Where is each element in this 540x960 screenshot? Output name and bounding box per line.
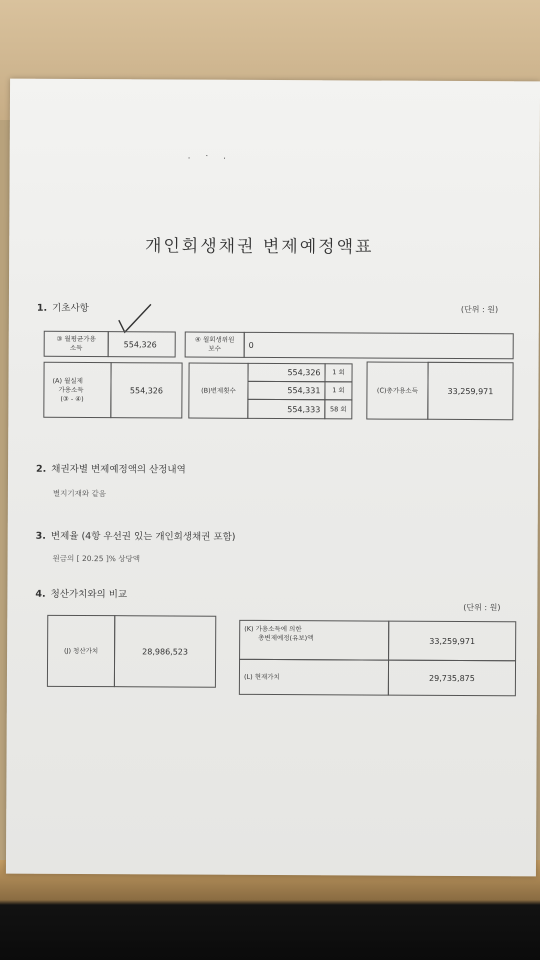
b-row-1-amount: 554,326 — [248, 363, 326, 382]
monthly-income-label: ③ 월평균가용 소득 — [44, 331, 109, 357]
section4-unit: (단위 : 원) — [463, 602, 501, 613]
section2-note: 별지기재와 같음 — [52, 488, 107, 499]
k-value: 33,259,971 — [388, 621, 516, 662]
trustee-fee-value: 0 — [244, 332, 514, 359]
c-value: 33,259,971 — [427, 362, 513, 420]
section4-heading: 4. 청산가치와의 비교 — [35, 588, 128, 601]
l-label: (L) 현재가치 — [239, 659, 389, 696]
b-row-3-amount: 554,333 — [247, 399, 325, 419]
l-value: 29,735,875 — [388, 660, 516, 697]
document-page — [6, 79, 540, 877]
section2-heading: 2. 채권자별 변제예정액의 산정내역 — [36, 463, 186, 476]
b-row-2-count: 1 회 — [324, 381, 352, 400]
section3-note: 원금의 [ 20.25 ]% 상당액 — [52, 553, 141, 564]
section1-unit: (단위 : 원) — [460, 304, 499, 315]
monthly-income-value: 554,326 — [108, 331, 176, 357]
trustee-fee-label: ④ 월회생위원 보수 — [185, 332, 245, 358]
section3-heading: 3. 변제율 (4항 우선권 있는 개인회생채권 포함) — [35, 530, 236, 543]
b-row-3-count: 58 회 — [324, 399, 352, 419]
j-label: (J) 청산가치 — [47, 615, 115, 687]
a-value: 554,326 — [110, 362, 182, 418]
b-row-2-amount: 554,331 — [247, 381, 325, 400]
a-label: (A) 월실제 가용소득 (③ - ④) — [43, 362, 111, 418]
section1-heading: 1. 기초사항 — [36, 302, 89, 315]
c-label: (C)총가용소득 — [366, 361, 428, 419]
page-marks: . · . — [187, 151, 233, 162]
k-label: (K) 가용소득에 의한 총변제예정(유보)액 — [239, 620, 389, 661]
document-title: 개인회생채권 변제예정액표 — [144, 236, 374, 258]
b-row-1-count: 1 회 — [324, 363, 352, 382]
j-value: 28,986,523 — [114, 615, 216, 688]
b-label: (B)변제횟수 — [188, 363, 248, 419]
